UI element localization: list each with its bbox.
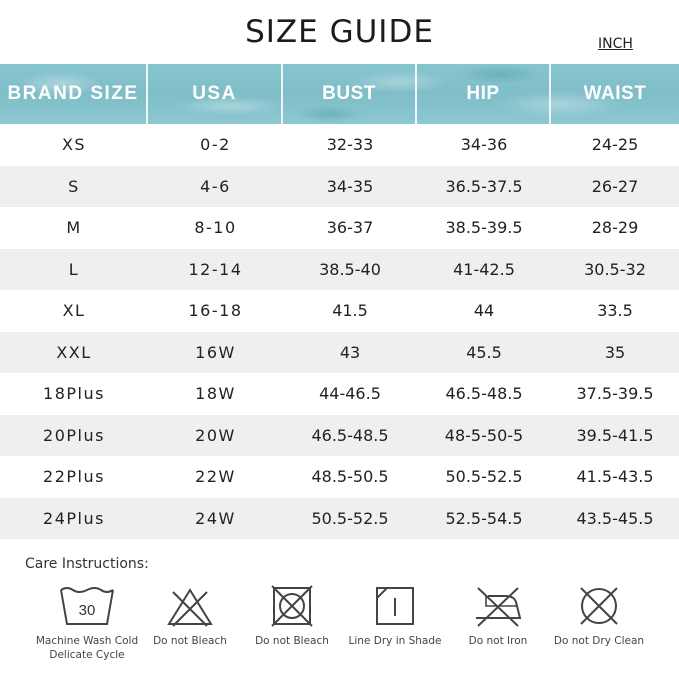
- no-tumble-dry-icon: [267, 584, 317, 628]
- cell-bust: 44-46.5: [319, 384, 381, 404]
- cell-brand-size: XXL: [56, 342, 92, 362]
- cell-waist: 26-27: [591, 176, 639, 196]
- table-row: [0, 166, 679, 208]
- care-label: Do not Dry Clean: [553, 635, 645, 647]
- cell-hip: 52.5-54.5: [445, 508, 523, 528]
- table-row: [0, 124, 679, 166]
- no-iron-icon: [470, 584, 526, 628]
- cell-usa: 4-6: [200, 176, 231, 196]
- cell-hip: 48-5-50-5: [444, 425, 524, 445]
- care-item-no-bleach: [150, 584, 230, 648]
- care-label: Do not Bleach: [153, 635, 227, 647]
- cell-brand-size: 20Plus: [43, 425, 105, 445]
- cell-waist: 24-25: [591, 135, 639, 155]
- cell-hip: 45.5: [466, 342, 502, 362]
- page-title: SIZE GUIDE: [245, 14, 434, 50]
- table-row: [0, 456, 679, 498]
- cell-usa: 0-2: [200, 135, 231, 155]
- cell-waist: 41.5-43.5: [576, 467, 654, 487]
- wash-temp: 30: [78, 602, 96, 619]
- cell-usa: 12-14: [188, 259, 243, 279]
- cell-usa: 8-10: [194, 218, 237, 238]
- cell-usa: 16W: [195, 342, 236, 362]
- cell-bust: 34-35: [326, 176, 374, 196]
- table-row: [0, 290, 679, 332]
- care-label: Do not Iron: [468, 635, 528, 647]
- cell-hip: 41-42.5: [453, 259, 515, 279]
- care-item-no-dry-clean: [551, 584, 647, 648]
- no-dry-clean-icon: [574, 584, 624, 628]
- line-dry-shade-icon: [370, 584, 420, 628]
- header-brand-size: BRAND SIZE: [0, 64, 148, 124]
- header-waist: WAIST: [583, 83, 647, 104]
- cell-brand-size: L: [68, 259, 80, 279]
- cell-brand-size: 18Plus: [43, 384, 105, 404]
- table-row: [0, 415, 679, 457]
- cell-waist: 43.5-45.5: [576, 508, 654, 528]
- table-header: [0, 64, 679, 124]
- cell-waist: 33.5: [597, 301, 633, 321]
- table-row: [0, 207, 679, 249]
- cell-hip: 38.5-39.5: [445, 218, 523, 238]
- table-row: [0, 373, 679, 415]
- cell-bust: 48.5-50.5: [311, 467, 389, 487]
- cell-usa: 24W: [195, 508, 236, 528]
- cell-hip: 46.5-48.5: [445, 384, 523, 404]
- wash-30-icon: [57, 584, 117, 628]
- care-instructions-title: Care Instructions:: [25, 556, 149, 572]
- care-label: Do not Bleach: [255, 635, 329, 647]
- cell-bust: 41.5: [332, 301, 368, 321]
- care-label: Line Dry in Shade: [348, 635, 442, 647]
- cell-bust: 46.5-48.5: [311, 425, 389, 445]
- table-row: [0, 498, 679, 540]
- header-usa: USA: [148, 64, 283, 124]
- table-row: [0, 249, 679, 291]
- header-hip: HIP: [417, 64, 551, 124]
- cell-brand-size: S: [68, 176, 80, 196]
- table-row: [0, 332, 679, 374]
- no-bleach-icon: [165, 584, 215, 628]
- cell-bust: 32-33: [326, 135, 374, 155]
- cell-usa: 22W: [195, 467, 236, 487]
- cell-hip: 36.5-37.5: [445, 176, 523, 196]
- cell-brand-size: XL: [62, 301, 86, 321]
- cell-bust: 38.5-40: [319, 259, 381, 279]
- cell-usa: 16-18: [188, 301, 243, 321]
- cell-brand-size: M: [66, 218, 82, 238]
- cell-usa: 20W: [195, 425, 236, 445]
- cell-waist: 37.5-39.5: [576, 384, 654, 404]
- cell-bust: 50.5-52.5: [311, 508, 389, 528]
- care-label-line1: Machine Wash Cold: [35, 635, 139, 647]
- care-item-no-tumble-dry: [252, 584, 332, 648]
- cell-brand-size: 22Plus: [43, 467, 105, 487]
- header-bust: BUST: [283, 64, 417, 124]
- care-label-line2: Delicate Cycle: [49, 649, 125, 661]
- cell-waist: 28-29: [591, 218, 639, 238]
- cell-brand-size: 24Plus: [43, 508, 105, 528]
- cell-brand-size: XS: [61, 135, 87, 155]
- cell-waist: 30.5-32: [584, 259, 646, 279]
- cell-usa: 18W: [195, 384, 236, 404]
- care-label: [36, 634, 138, 662]
- cell-waist: 35: [604, 342, 626, 362]
- care-item-wash: [33, 584, 141, 662]
- cell-hip: 34-36: [460, 135, 508, 155]
- cell-bust: 36-37: [326, 218, 374, 238]
- cell-hip: 50.5-52.5: [445, 467, 523, 487]
- unit-label: INCH: [598, 36, 633, 52]
- cell-hip: 44: [473, 301, 495, 321]
- cell-waist: 39.5-41.5: [576, 425, 654, 445]
- care-item-line-dry: [345, 584, 445, 648]
- care-item-no-iron: [458, 584, 538, 648]
- cell-bust: 43: [339, 342, 361, 362]
